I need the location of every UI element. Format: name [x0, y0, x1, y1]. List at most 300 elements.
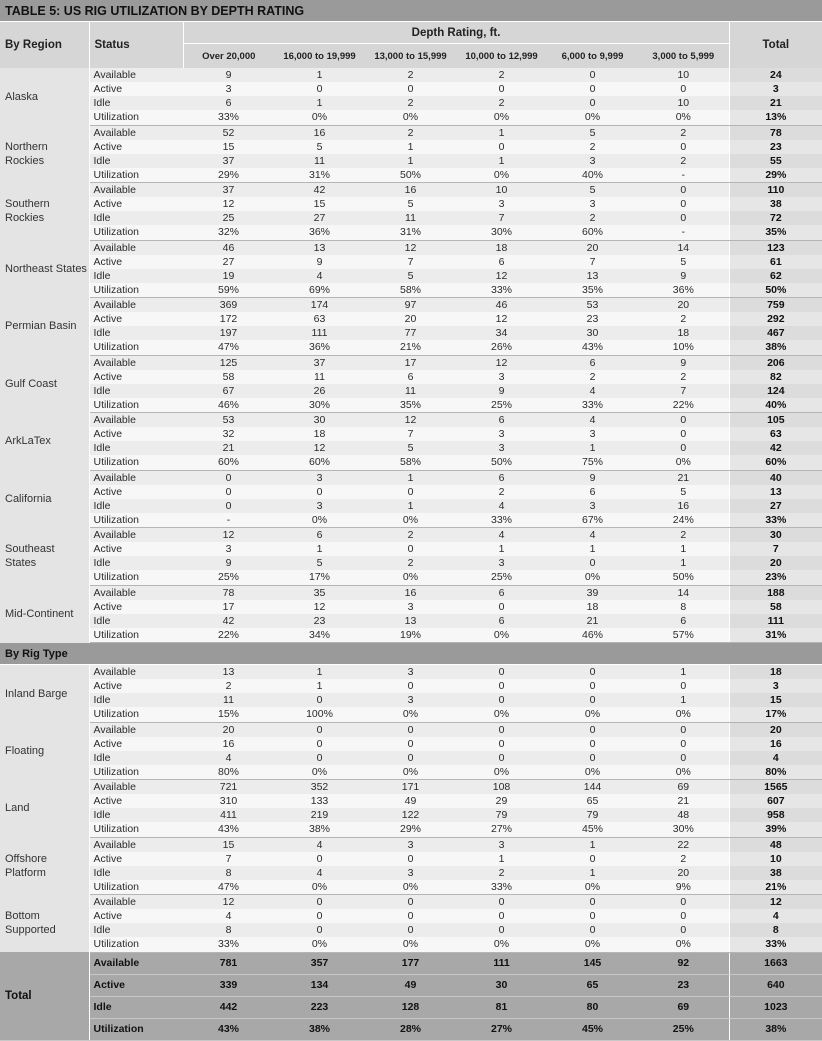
value-cell: 10%: [638, 340, 729, 355]
value-cell: 53: [547, 298, 638, 313]
value-cell: 21: [638, 794, 729, 808]
value-cell: 172: [183, 312, 274, 326]
depth-column-header: 16,000 to 19,999: [274, 44, 365, 69]
total-cell: 1565: [729, 780, 822, 795]
value-cell: 33%: [183, 937, 274, 952]
status-cell: Active: [89, 197, 183, 211]
value-cell: 219: [274, 808, 365, 822]
value-cell: 42: [183, 614, 274, 628]
value-cell: 8: [183, 866, 274, 880]
value-cell: 0: [274, 693, 365, 707]
value-cell: 45%: [547, 1018, 638, 1040]
value-cell: 8: [183, 923, 274, 937]
value-cell: 0: [183, 485, 274, 499]
value-cell: 0: [456, 923, 547, 937]
value-cell: 0%: [638, 110, 729, 125]
value-cell: 59%: [183, 283, 274, 298]
table-row: [0, 866, 822, 880]
value-cell: 2: [456, 96, 547, 110]
value-cell: 0: [365, 485, 456, 499]
value-cell: 0%: [456, 168, 547, 183]
by-region-header: By Region: [0, 22, 89, 68]
value-cell: 25: [183, 211, 274, 225]
value-cell: 4: [274, 269, 365, 283]
value-cell: 10: [638, 68, 729, 82]
value-cell: 0: [365, 895, 456, 910]
total-cell: 123: [729, 240, 822, 255]
total-cell: 55: [729, 154, 822, 168]
value-cell: 38%: [274, 1018, 365, 1040]
status-cell: Active: [89, 852, 183, 866]
table-row: [0, 455, 822, 470]
value-cell: 2: [365, 96, 456, 110]
by-rig-type-label: By Rig Type: [0, 643, 822, 665]
group-name: Southern Rockies: [0, 183, 89, 241]
value-cell: 67: [183, 384, 274, 398]
value-cell: 1: [638, 556, 729, 570]
section-row: [0, 643, 822, 665]
value-cell: 58: [183, 370, 274, 384]
value-cell: 46%: [183, 398, 274, 413]
value-cell: 31%: [274, 168, 365, 183]
value-cell: 0%: [274, 110, 365, 125]
value-cell: 352: [274, 780, 365, 795]
status-cell: Idle: [89, 96, 183, 110]
value-cell: 12: [183, 528, 274, 543]
total-cell: 3: [729, 679, 822, 693]
value-cell: 3: [183, 542, 274, 556]
value-cell: 16: [638, 499, 729, 513]
value-cell: 0: [638, 197, 729, 211]
value-cell: 0%: [365, 513, 456, 528]
total-cell: 20: [729, 556, 822, 570]
value-cell: 36%: [638, 283, 729, 298]
group-name: Offshore Platform: [0, 837, 89, 895]
value-cell: 46: [456, 298, 547, 313]
value-cell: 0: [638, 737, 729, 751]
table-row: [0, 283, 822, 298]
total-cell: 29%: [729, 168, 822, 183]
status-cell: Active: [89, 255, 183, 269]
table-row: [0, 808, 822, 822]
table-row: [0, 909, 822, 923]
value-cell: 78: [183, 585, 274, 600]
value-cell: 3: [365, 693, 456, 707]
value-cell: 18: [638, 326, 729, 340]
value-cell: 0%: [638, 707, 729, 722]
value-cell: 1: [456, 542, 547, 556]
table-title: TABLE 5: US RIG UTILIZATION BY DEPTH RATING: [0, 0, 822, 22]
value-cell: 0: [638, 722, 729, 737]
value-cell: 58%: [365, 455, 456, 470]
value-cell: 0%: [638, 765, 729, 780]
value-cell: 3: [547, 197, 638, 211]
value-cell: 9: [638, 355, 729, 370]
value-cell: 5: [547, 125, 638, 140]
status-cell: Available: [89, 722, 183, 737]
value-cell: 26: [274, 384, 365, 398]
value-cell: 0: [456, 737, 547, 751]
status-cell: Available: [89, 780, 183, 795]
status-cell: Idle: [89, 614, 183, 628]
table-row: [0, 499, 822, 513]
value-cell: 0%: [365, 110, 456, 125]
value-cell: 174: [274, 298, 365, 313]
table-row: [0, 225, 822, 240]
value-cell: 12: [183, 197, 274, 211]
table-row: [0, 974, 822, 996]
status-cell: Available: [89, 298, 183, 313]
table-row: [0, 413, 822, 428]
status-cell: Idle: [89, 269, 183, 283]
value-cell: 18: [456, 240, 547, 255]
value-cell: 2: [365, 125, 456, 140]
total-cell: 33%: [729, 937, 822, 952]
total-cell: 15: [729, 693, 822, 707]
value-cell: 1: [365, 140, 456, 154]
value-cell: 0: [547, 665, 638, 680]
table-row: [0, 665, 822, 680]
value-cell: 0: [456, 722, 547, 737]
status-cell: Active: [89, 82, 183, 96]
table-row: [0, 556, 822, 570]
rig-utilization-table: [0, 22, 822, 1041]
value-cell: 9: [638, 269, 729, 283]
group-name: Mid-Continent: [0, 585, 89, 643]
value-cell: 20: [547, 240, 638, 255]
value-cell: 6: [456, 614, 547, 628]
value-cell: 0: [456, 679, 547, 693]
table-row: [0, 923, 822, 937]
value-cell: 3: [183, 82, 274, 96]
depth-column-header: 10,000 to 12,999: [456, 44, 547, 69]
value-cell: 22: [638, 837, 729, 852]
value-cell: 3: [456, 370, 547, 384]
status-cell: Available: [89, 952, 183, 974]
value-cell: 46: [183, 240, 274, 255]
total-cell: 21%: [729, 880, 822, 895]
status-cell: Idle: [89, 384, 183, 398]
value-cell: 0: [274, 485, 365, 499]
value-cell: 0: [274, 895, 365, 910]
value-cell: 111: [456, 952, 547, 974]
total-cell: 33%: [729, 513, 822, 528]
value-cell: 6: [456, 585, 547, 600]
value-cell: 43%: [183, 822, 274, 837]
value-cell: 49: [365, 974, 456, 996]
group-name: California: [0, 470, 89, 528]
status-cell: Active: [89, 140, 183, 154]
value-cell: 6: [365, 370, 456, 384]
value-cell: 33%: [456, 513, 547, 528]
total-cell: 80%: [729, 765, 822, 780]
value-cell: 0%: [547, 880, 638, 895]
status-cell: Active: [89, 370, 183, 384]
value-cell: 1: [456, 154, 547, 168]
status-cell: Active: [89, 427, 183, 441]
table-row: [0, 240, 822, 255]
status-cell: Active: [89, 794, 183, 808]
value-cell: 35%: [365, 398, 456, 413]
value-cell: 100%: [274, 707, 365, 722]
value-cell: 0%: [456, 110, 547, 125]
value-cell: 6: [456, 413, 547, 428]
table-row: [0, 722, 822, 737]
value-cell: 27: [274, 211, 365, 225]
value-cell: 1: [274, 68, 365, 82]
value-cell: 0: [456, 82, 547, 96]
total-cell: 467: [729, 326, 822, 340]
value-cell: 134: [274, 974, 365, 996]
status-cell: Utilization: [89, 822, 183, 837]
group-name: Land: [0, 780, 89, 838]
value-cell: 31%: [365, 225, 456, 240]
value-cell: 0: [456, 665, 547, 680]
value-cell: 13: [547, 269, 638, 283]
value-cell: 2: [638, 312, 729, 326]
value-cell: 8: [638, 600, 729, 614]
status-cell: Idle: [89, 154, 183, 168]
total-cell: 958: [729, 808, 822, 822]
total-cell: 72: [729, 211, 822, 225]
value-cell: 1: [274, 96, 365, 110]
value-cell: 5: [274, 556, 365, 570]
value-cell: 12: [365, 240, 456, 255]
value-cell: 122: [365, 808, 456, 822]
value-cell: 0: [638, 427, 729, 441]
value-cell: 0%: [365, 765, 456, 780]
value-cell: 0: [547, 556, 638, 570]
group-name: Northeast States: [0, 240, 89, 298]
table-row: [0, 780, 822, 795]
value-cell: 0%: [547, 937, 638, 952]
value-cell: 20: [638, 866, 729, 880]
table-row: [0, 441, 822, 455]
total-cell: 24: [729, 68, 822, 82]
status-cell: Available: [89, 585, 183, 600]
total-cell: 111: [729, 614, 822, 628]
value-cell: 33%: [456, 880, 547, 895]
value-cell: 15: [183, 140, 274, 154]
value-cell: 0: [547, 895, 638, 910]
value-cell: 6: [456, 470, 547, 485]
value-cell: 0%: [365, 937, 456, 952]
value-cell: 81: [456, 996, 547, 1018]
table-row: [0, 255, 822, 269]
value-cell: 25%: [183, 570, 274, 585]
status-cell: Utilization: [89, 570, 183, 585]
value-cell: 39: [547, 585, 638, 600]
value-cell: 0%: [274, 513, 365, 528]
value-cell: 4: [547, 528, 638, 543]
table-row: [0, 197, 822, 211]
value-cell: 0: [456, 895, 547, 910]
value-cell: 0: [547, 923, 638, 937]
value-cell: 3: [274, 470, 365, 485]
total-cell: 13: [729, 485, 822, 499]
value-cell: 2: [547, 140, 638, 154]
total-cell: 18: [729, 665, 822, 680]
value-cell: 12: [183, 895, 274, 910]
status-cell: Utilization: [89, 168, 183, 183]
group-name: Inland Barge: [0, 665, 89, 723]
value-cell: 9: [183, 556, 274, 570]
value-cell: 63: [274, 312, 365, 326]
table-row: [0, 384, 822, 398]
value-cell: 65: [547, 794, 638, 808]
value-cell: 79: [456, 808, 547, 822]
value-cell: 3: [274, 499, 365, 513]
value-cell: 22%: [183, 628, 274, 643]
value-cell: 52: [183, 125, 274, 140]
total-cell: 50%: [729, 283, 822, 298]
status-cell: Available: [89, 470, 183, 485]
total-cell: 39%: [729, 822, 822, 837]
depth-column-header: 3,000 to 5,999: [638, 44, 729, 69]
value-cell: 2: [365, 528, 456, 543]
value-cell: 171: [365, 780, 456, 795]
table-row: [0, 370, 822, 384]
total-cell: 38: [729, 866, 822, 880]
total-cell: 38%: [729, 340, 822, 355]
total-cell: 4: [729, 909, 822, 923]
table-row: [0, 614, 822, 628]
status-cell: Utilization: [89, 340, 183, 355]
value-cell: 125: [183, 355, 274, 370]
value-cell: 0%: [638, 937, 729, 952]
value-cell: 2: [456, 68, 547, 82]
value-cell: 2: [638, 528, 729, 543]
value-cell: 1: [456, 852, 547, 866]
value-cell: 6: [274, 528, 365, 543]
total-cell: 124: [729, 384, 822, 398]
total-cell: 10: [729, 852, 822, 866]
value-cell: 4: [456, 499, 547, 513]
total-cell: 42: [729, 441, 822, 455]
value-cell: 36%: [274, 225, 365, 240]
status-cell: Idle: [89, 923, 183, 937]
value-cell: 0: [365, 82, 456, 96]
status-cell: Active: [89, 974, 183, 996]
value-cell: 79: [547, 808, 638, 822]
total-cell: 48: [729, 837, 822, 852]
value-cell: 37: [183, 183, 274, 198]
value-cell: 40%: [547, 168, 638, 183]
status-cell: Idle: [89, 866, 183, 880]
value-cell: 33%: [547, 398, 638, 413]
value-cell: 0: [547, 693, 638, 707]
value-cell: 0: [456, 909, 547, 923]
value-cell: 5: [365, 269, 456, 283]
value-cell: 21: [638, 470, 729, 485]
table-row: [0, 794, 822, 808]
value-cell: 3: [547, 427, 638, 441]
value-cell: 0: [274, 923, 365, 937]
value-cell: 29%: [365, 822, 456, 837]
value-cell: 0: [274, 852, 365, 866]
status-cell: Active: [89, 600, 183, 614]
table-row: [0, 298, 822, 313]
value-cell: 2: [638, 154, 729, 168]
table-row: [0, 952, 822, 974]
status-cell: Available: [89, 413, 183, 428]
value-cell: 0: [274, 82, 365, 96]
value-cell: 9: [547, 470, 638, 485]
value-cell: 23: [547, 312, 638, 326]
value-cell: 442: [183, 996, 274, 1018]
status-cell: Utilization: [89, 880, 183, 895]
status-cell: Available: [89, 68, 183, 82]
grand-total-label: Total: [0, 952, 89, 1040]
total-cell: 35%: [729, 225, 822, 240]
value-cell: 25%: [456, 398, 547, 413]
table-row: [0, 326, 822, 340]
total-cell: 1663: [729, 952, 822, 974]
value-cell: 37: [274, 355, 365, 370]
value-cell: 35%: [547, 283, 638, 298]
total-cell: 78: [729, 125, 822, 140]
value-cell: 17: [365, 355, 456, 370]
value-cell: 25%: [638, 1018, 729, 1040]
value-cell: 67%: [547, 513, 638, 528]
table-row: [0, 707, 822, 722]
table-row: [0, 485, 822, 499]
value-cell: 19%: [365, 628, 456, 643]
table-row: [0, 570, 822, 585]
table-row: [0, 398, 822, 413]
value-cell: 57%: [638, 628, 729, 643]
total-cell: 21: [729, 96, 822, 110]
value-cell: 33%: [183, 110, 274, 125]
value-cell: 5: [638, 485, 729, 499]
value-cell: 23: [638, 974, 729, 996]
value-cell: 1: [638, 693, 729, 707]
value-cell: 5: [274, 140, 365, 154]
total-cell: 38%: [729, 1018, 822, 1040]
value-cell: 69%: [274, 283, 365, 298]
value-cell: 80: [547, 996, 638, 1018]
value-cell: 0%: [547, 707, 638, 722]
value-cell: -: [638, 168, 729, 183]
value-cell: 20: [365, 312, 456, 326]
value-cell: 13: [183, 665, 274, 680]
value-cell: 11: [183, 693, 274, 707]
value-cell: 6: [183, 96, 274, 110]
value-cell: 53: [183, 413, 274, 428]
value-cell: 17%: [274, 570, 365, 585]
value-cell: 0: [456, 693, 547, 707]
status-cell: Available: [89, 528, 183, 543]
value-cell: 16: [274, 125, 365, 140]
total-cell: 12: [729, 895, 822, 910]
value-cell: 1: [547, 866, 638, 880]
value-cell: 11: [274, 154, 365, 168]
value-cell: 2: [365, 68, 456, 82]
status-cell: Idle: [89, 441, 183, 455]
value-cell: 0: [274, 722, 365, 737]
value-cell: 0: [638, 909, 729, 923]
value-cell: 2: [638, 125, 729, 140]
value-cell: 6: [456, 255, 547, 269]
value-cell: 0: [638, 82, 729, 96]
value-cell: 5: [365, 441, 456, 455]
status-cell: Available: [89, 240, 183, 255]
value-cell: 10: [456, 183, 547, 198]
total-cell: 61: [729, 255, 822, 269]
total-cell: 759: [729, 298, 822, 313]
value-cell: 1: [638, 542, 729, 556]
value-cell: 0: [274, 751, 365, 765]
